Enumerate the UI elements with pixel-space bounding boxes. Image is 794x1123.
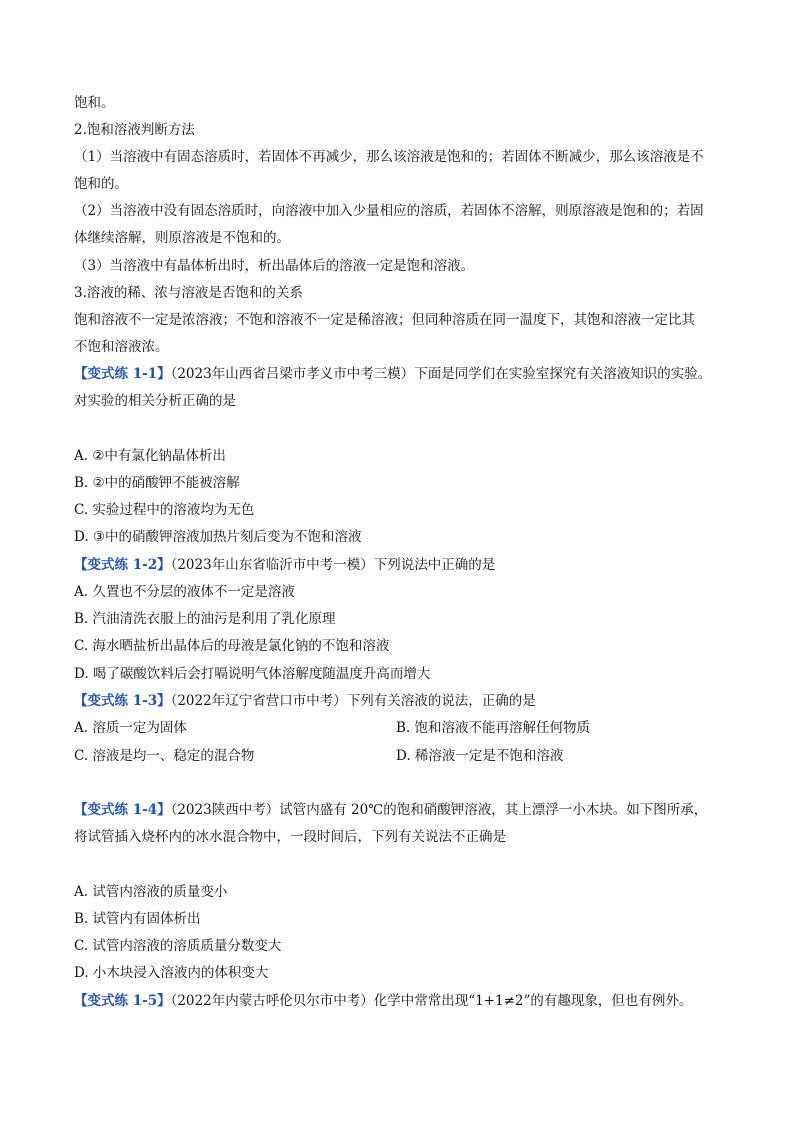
option-c: C. 实验过程中的溶液均为无色 [74,502,255,518]
option-c: C. 海水晒盐析出晶体后的母液是氯化钠的不饱和溶液 [74,638,390,654]
question-text: 将试管插入烧杯内的冰水混合物中，一段时间后，下列有关说法不正确是 [74,829,506,845]
option-b: B. 饱和溶液不能再溶解任何物质 [396,720,591,736]
option-b: B. 试管内有固体析出 [74,911,201,927]
option-a: A. ②中有氯化钠晶体析出 [74,448,226,464]
option-d: D. 喝了碳酸饮料后会打嗝说明气体溶解度随温度升高而增大 [74,666,431,682]
question-label: 【变式练 1-5】 [74,993,171,1009]
option-b: B. 汽油清洗衣服上的油污是利用了乳化原理 [74,611,336,627]
question-label: 【变式练 1-4】 [74,802,171,818]
paragraph-line: （2）当溶液中没有固态溶质时，向溶液中加入少量相应的溶质，若固体不溶解，则原溶液是饱和的；若固 [74,203,704,219]
question-text: （2022年辽宁省营口市中考）下列有关溶液的说法，正确的是 [170,693,536,709]
question-text: 对实验的相关分析正确的是 [74,393,236,409]
question-text: （2023年山西省吕梁市孝义市中考三模）下面是同学们在实验室探究有关溶液知识的实验。 [170,366,712,382]
paragraph-line: 饱和溶液不一定是浓溶液；不饱和溶液不一定是稀溶液；但同种溶质在同一温度下，其饱和溶液一定比其 [74,312,695,328]
option-d: D. ③中的硝酸钾溶液加热片刻后变为不饱和溶液 [74,529,362,545]
paragraph-line: 不饱和溶液浓。 [74,339,169,355]
section-heading: 3.溶液的稀、浓与溶液是否饱和的关系 [74,285,303,301]
option-d: D. 小木块浸入溶液内的体积变大 [74,965,269,981]
paragraph-line: 饱和的。 [74,176,128,192]
question-4 [74,800,707,820]
option-a: A. 试管内溶液的质量变小 [74,884,228,900]
option-a: A. 溶质一定为固体 [74,720,187,736]
question-5 [74,991,692,1011]
question-2 [74,555,495,575]
question-text: （2022年内蒙古呼伦贝尔市中考）化学中常常出现“1+1≠2”的有趣现象，但也有例外。 [170,993,693,1009]
option-a: A. 久置也不分层的液体不一定是溶液 [74,584,295,600]
option-c: C. 试管内溶液的溶质质量分数变大 [74,938,282,954]
question-3 [74,691,536,711]
question-text: （2023年山东省临沂市中考一模）下列说法中正确的是 [170,557,496,573]
paragraph-line: 体继续溶解，则原溶液是不饱和的。 [74,230,290,246]
intro-line: 饱和。 [74,95,115,111]
option-c: C. 溶液是均一、稳定的混合物 [74,748,255,764]
paragraph-line: （1）当溶液中有固态溶质时，若固体不再减少，那么该溶液是饱和的；若固体不断减少，那么该溶液是不 [74,149,704,165]
question-label: 【变式练 1-2】 [74,557,171,573]
question-label: 【变式练 1-1】 [74,366,171,382]
option-b: B. ②中的硝酸钾不能被溶解 [74,475,240,491]
section-heading: 2.饱和溶液判断方法 [74,122,195,138]
option-d: D. 稀溶液一定是不饱和溶液 [396,748,564,764]
question-label: 【变式练 1-3】 [74,693,171,709]
question-1 [74,364,711,384]
question-text: （2023陕西中考）试管内盛有 20℃的饱和硝酸钾溶液，其上漂浮一小木块。如下图所承， [170,802,708,818]
paragraph-line: （3）当溶液中有晶体析出时，析出晶体后的溶液一定是饱和溶液。 [74,258,475,274]
